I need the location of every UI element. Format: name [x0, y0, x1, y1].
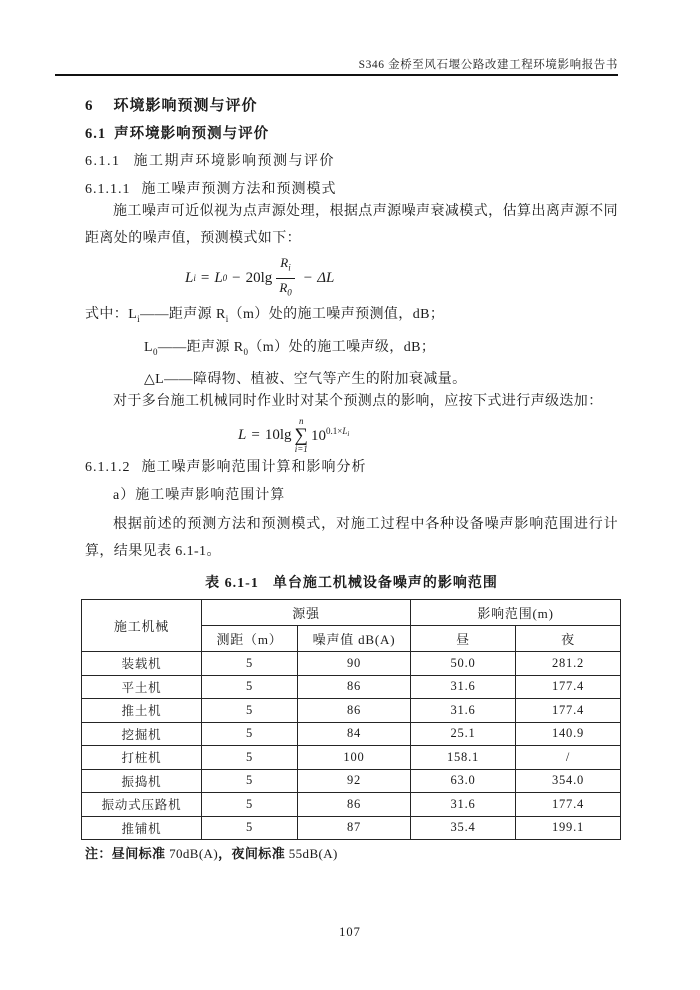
- cell-day: 35.4: [411, 816, 516, 840]
- symbol: L: [144, 339, 153, 355]
- equals-sign: =: [200, 269, 210, 286]
- cell-noise: 84: [298, 722, 411, 746]
- cell-machine: 推土机: [82, 699, 202, 723]
- power-exponent: [326, 426, 349, 436]
- cell-machine: 打桩机: [82, 746, 202, 770]
- cell-day: 63.0: [411, 769, 516, 793]
- note-day-standard: 70dB(A): [169, 846, 219, 861]
- table-caption-label: 表 6.1-1: [205, 576, 259, 591]
- cell-noise: 100: [298, 746, 411, 770]
- cell-distance: 5: [202, 746, 298, 770]
- note-night-standard: 55dB(A): [288, 846, 338, 861]
- noise-impact-table: [81, 599, 621, 840]
- cell-machine: 平土机: [82, 675, 202, 699]
- table-caption-title: 单台施工机械设备噪声的影响范围: [272, 576, 498, 591]
- power-term: [311, 426, 349, 445]
- exponent-subscript: i: [347, 429, 350, 438]
- formula-fraction: [275, 254, 295, 301]
- table-row: [82, 769, 621, 793]
- column-header-machine: 施工机械: [82, 600, 202, 652]
- page-number: 107: [339, 925, 361, 939]
- definition-line-l0: [85, 334, 618, 367]
- definition-text: ——距声源 R: [140, 307, 226, 322]
- heading-number: 6.1: [85, 126, 107, 142]
- formula-term: L: [185, 269, 194, 286]
- formula-subscript: 0: [222, 273, 228, 283]
- heading-number: 6: [85, 98, 94, 114]
- heading-text: 环境影响预测与评价: [113, 98, 258, 114]
- formula-subscript: i: [193, 273, 196, 283]
- cell-day: 50.0: [411, 652, 516, 676]
- power-base: 10: [311, 427, 327, 444]
- table-row: [82, 816, 621, 840]
- cell-night: 140.9: [516, 722, 621, 746]
- column-header-day: 昼: [411, 626, 516, 652]
- table-row: [82, 722, 621, 746]
- heading-item-a: a）施工噪声影响范围计算: [113, 488, 286, 503]
- fraction-denominator: [275, 279, 295, 302]
- cell-day: 31.6: [411, 699, 516, 723]
- formula-term: L: [238, 426, 247, 443]
- cell-night: 354.0: [516, 769, 621, 793]
- heading-text: 施工噪声预测方法和预测模式: [141, 182, 337, 197]
- table-row: [82, 675, 621, 699]
- formula-term: R: [279, 280, 288, 295]
- cell-noise: 86: [298, 793, 411, 817]
- cell-day: 31.6: [411, 675, 516, 699]
- heading-section-6-1-1-2: [85, 456, 367, 476]
- paragraph-calculation-result: 根据前述的预测方法和预测模式，对施工过程中各种设备噪声影响范围进行计算，结果见表 6.1-1。: [85, 517, 618, 559]
- cell-night: 281.2: [516, 652, 621, 676]
- cell-distance: 5: [202, 699, 298, 723]
- cell-noise: 90: [298, 652, 411, 676]
- heading-text: 施工噪声影响范围计算和影响分析: [141, 460, 367, 475]
- cell-noise: 86: [298, 699, 411, 723]
- cell-machine: 挖掘机: [82, 722, 202, 746]
- definition-text: △L——障碍物、植被、空气等产生的附加衰减量。: [144, 372, 467, 388]
- cell-distance: 5: [202, 722, 298, 746]
- table-row: [82, 652, 621, 676]
- formula-subscript: 0: [287, 287, 292, 298]
- formula-variable-definitions: [85, 301, 618, 395]
- heading-number: 6.1.1.1: [85, 182, 131, 197]
- table-row: [82, 746, 621, 770]
- note-text: 注：昼间标准: [85, 846, 170, 861]
- formula-coefficient: 10lg: [264, 426, 292, 443]
- formula-coefficient: 20lg: [245, 269, 273, 286]
- cell-distance: 5: [202, 793, 298, 817]
- summation-symbol: [294, 417, 308, 454]
- equals-sign: =: [251, 426, 260, 443]
- heading-section-6-1-1-1: [85, 178, 337, 198]
- formula-sound-level-superposition: [238, 412, 349, 458]
- cell-distance: 5: [202, 816, 298, 840]
- where-label: 式中：: [85, 307, 129, 322]
- table-header-row-1: [82, 600, 621, 626]
- cell-machine: 装载机: [82, 652, 202, 676]
- summation-lower-limit: i=1: [294, 443, 308, 454]
- formula-term: R: [280, 255, 289, 271]
- cell-distance: 5: [202, 675, 298, 699]
- column-header-night: 夜: [516, 626, 621, 652]
- sigma-icon: ∑: [294, 424, 309, 446]
- heading-section-6: [85, 94, 258, 115]
- cell-day: 158.1: [411, 746, 516, 770]
- note-text: ，夜间标准: [218, 846, 289, 861]
- fraction-numerator: [276, 254, 294, 279]
- cell-distance: 5: [202, 652, 298, 676]
- symbol-subscript: 0: [243, 346, 249, 357]
- table-row: [82, 793, 621, 817]
- definition-text: ——距声源 R: [157, 339, 244, 355]
- cell-machine: 推铺机: [82, 816, 202, 840]
- heading-number: 6.1.1: [85, 154, 121, 169]
- cell-noise: 87: [298, 816, 411, 840]
- column-header-distance: 测距（m）: [202, 626, 298, 652]
- cell-noise: 92: [298, 769, 411, 793]
- symbol-subscript: 0: [152, 346, 158, 357]
- symbol: L: [128, 307, 138, 322]
- minus-sign: −: [303, 269, 313, 286]
- heading-section-6-1: [85, 122, 269, 143]
- cell-noise: 86: [298, 675, 411, 699]
- definition-line-li: [85, 301, 618, 334]
- formula-delta-term: ΔL: [317, 269, 335, 286]
- column-group-source: 源强: [202, 600, 411, 626]
- cell-night: 177.4: [516, 675, 621, 699]
- definition-text: （m）处的施工噪声预测值，dB；: [228, 307, 445, 322]
- cell-distance: 5: [202, 769, 298, 793]
- exponent-text: 0.1×: [326, 425, 343, 436]
- cell-night: 199.1: [516, 816, 621, 840]
- minus-sign: −: [232, 269, 241, 286]
- formula-subscript: i: [288, 263, 291, 273]
- symbol-subscript: i: [225, 313, 229, 324]
- machinery-noise-table: [81, 599, 621, 840]
- definition-text: （m）处的施工噪声级，dB；: [248, 339, 436, 355]
- column-group-range: 影响范围(m): [411, 600, 621, 626]
- heading-section-6-1-1: [85, 150, 335, 170]
- cell-day: 25.1: [411, 722, 516, 746]
- cell-night: 177.4: [516, 699, 621, 723]
- heading-text: 施工期声环境影响预测与评价: [133, 154, 335, 169]
- table-row: [82, 699, 621, 723]
- heading-text: 声环境影响预测与评价: [114, 126, 270, 142]
- formula-term: L: [214, 269, 223, 286]
- header-divider-rule: [55, 74, 618, 76]
- table-note: [85, 843, 338, 862]
- column-header-noise: 噪声值 dB(A): [298, 626, 411, 652]
- cell-night: /: [516, 746, 621, 770]
- table-caption: [85, 572, 618, 592]
- report-header-title: S346 金桥至风石堰公路改建工程环境影响报告书: [358, 59, 618, 71]
- cell-machine: 振动式压路机: [82, 793, 202, 817]
- cell-machine: 振捣机: [82, 769, 202, 793]
- exponent-term: L: [342, 425, 348, 436]
- paragraph-multiple-machines: 对于多台施工机械同时作业时对某个预测点的影响，应按下式进行声级迭加：: [113, 394, 603, 409]
- symbol-subscript: i: [137, 313, 141, 324]
- summation-upper-limit: n: [299, 415, 304, 426]
- paragraph-prediction-method: 施工噪声可近似视为点声源处理，根据点声源噪声衰减模式，估算出离声源不同距离处的噪声值，预测模式如下：: [85, 204, 618, 246]
- cell-day: 31.6: [411, 793, 516, 817]
- heading-number: 6.1.1.2: [85, 460, 131, 475]
- formula-point-source-attenuation: [185, 256, 334, 300]
- cell-night: 177.4: [516, 793, 621, 817]
